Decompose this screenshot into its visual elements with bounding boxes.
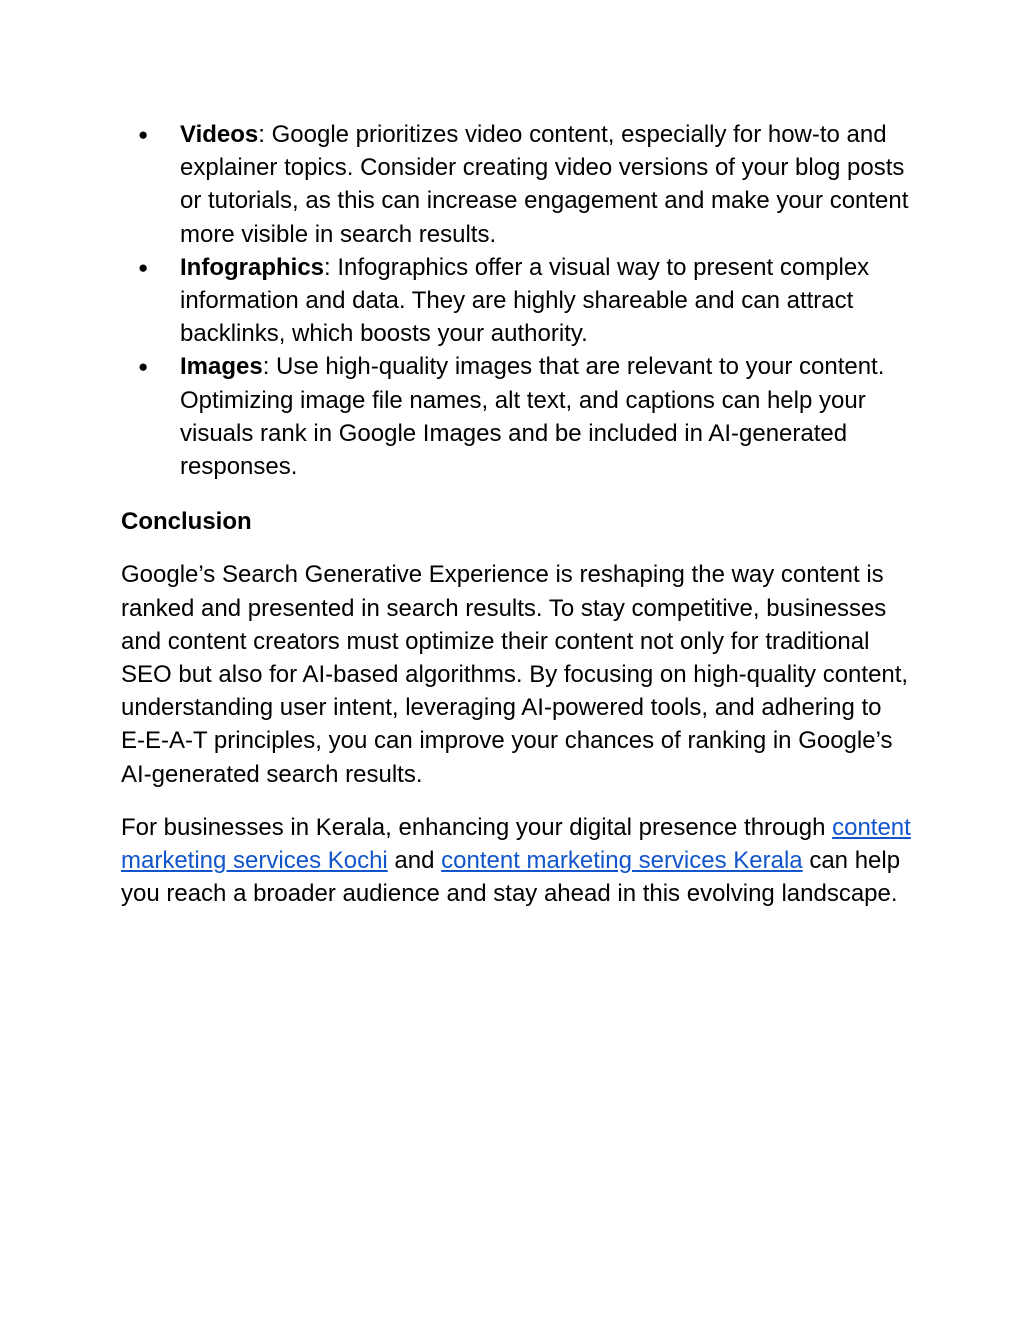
list-item-term: Infographics (180, 253, 325, 281)
kerala-paragraph (121, 811, 911, 911)
content-marketing-kochi-link[interactable]: content marketing services Kochi (121, 813, 911, 875)
list-item-text: : Google prioritizes video content, especially for how-to and explainer topics. Consider creating video versions of your blog posts or tutorials, as this can increase engagement and make your content more visible in search results. (180, 121, 909, 248)
paragraph-tail-text: can help you reach a broader audience and stay ahead in this evolving landscape. (121, 847, 901, 908)
list-item-text: : Infographics offer a visual way to present complex information and data. They are highly shareable and can attract backlinks, which boosts your authority. (180, 253, 870, 348)
list-item-term: Images (180, 353, 263, 381)
content-marketing-kerala-link[interactable]: content marketing services Kerala (441, 847, 803, 875)
bullet-icon: ● (138, 257, 149, 277)
conclusion-heading: Conclusion (121, 508, 252, 536)
bullet-icon: ● (138, 125, 149, 144)
media-types-list (121, 118, 911, 483)
bullet-icon: ● (138, 357, 149, 377)
paragraph-lead-text: For businesses in Kerala, enhancing your digital presence through (121, 813, 833, 841)
list-item-videos (121, 118, 911, 251)
list-item-infographics (121, 251, 911, 351)
conclusion-paragraph: Google’s Search Generative Experience is reshaping the way content is ranked and presented in search results. To stay competitive, businesses and content creators must optimize their content not only for traditional SEO but also for AI-based algorithms. By focusing on high-quality content, understanding user intent, leveraging AI-powered tools, and adhering to E-E-A-T principles, you can improve your chances of ranking in Google’s AI-generated search results. (121, 561, 909, 788)
list-item-images (121, 350, 911, 483)
paragraph-middle-text: and (387, 847, 442, 875)
list-item-text: : Use high-quality images that are relevant to your content. Optimizing image file names, alt text, and captions can help your visuals rank in Google Images and be included in AI-generated responses. (180, 353, 885, 481)
list-item-term: Videos (180, 121, 259, 148)
document-page (121, 118, 911, 910)
